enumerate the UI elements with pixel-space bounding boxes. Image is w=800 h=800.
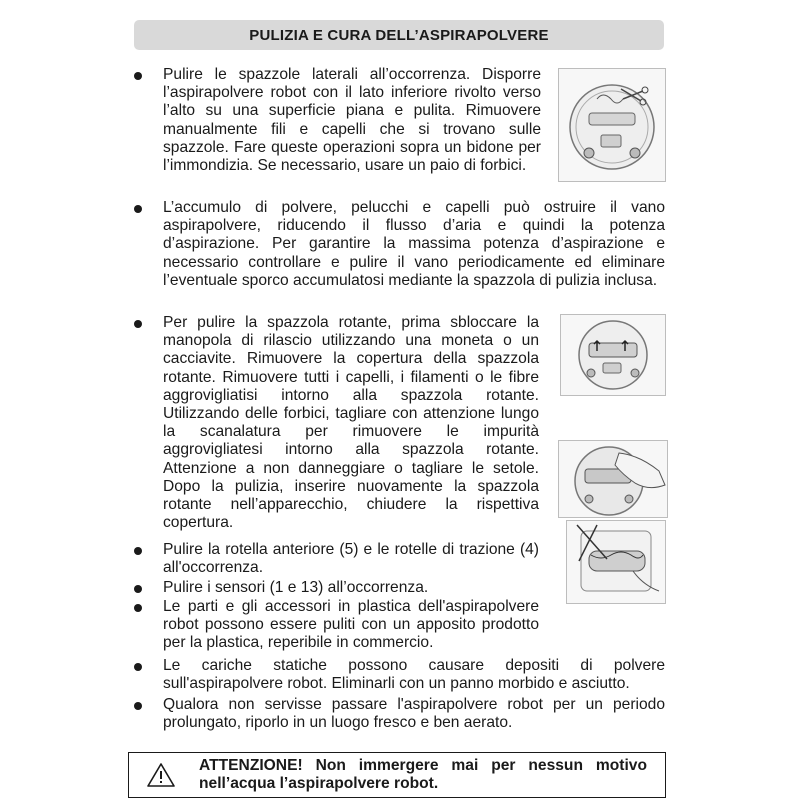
bullet [134,663,142,671]
paragraph-storage: Qualora non servisse passare l'aspirapolvere robot per un periodo prolungato, riporlo in un luogo fresco e ben aerato. [163,696,665,732]
bullet [134,702,142,710]
warning-triangle-icon [146,762,176,788]
robot-underside-brush-image [558,68,666,182]
robot-cleaning-hand-image [558,440,668,518]
warning-text: ATTENZIONE! Non immergere mai per nessun motivo nell’acqua l’aspirapolvere robot. [199,757,647,793]
bullet [134,604,142,612]
bullet [134,547,142,555]
bullet [134,320,142,328]
paragraph-side-brushes: Pulire le spazzole laterali all’occorrenza. Disporre l’aspirapolvere robot con il lato inferiore rivolto verso l’alto su una superficie piana e pulita. Rimuovere manualmente fili e capelli che si trovano sulle spazzole. Fare queste operazioni sopra un bidone per l’immondizia. Se necessario, usare un paio di forbici. [163,66,541,175]
bullet [134,585,142,593]
warning-box [128,752,666,798]
paragraph-plastic-parts: Le parti e gli accessori in plastica dell'aspirapolvere robot possono essere puliti con un apposito prodotto per la plastica, reperibile in commercio. [163,598,539,652]
bullet [134,205,142,213]
paragraph-rotating-brush: Per pulire la spazzola rotante, prima sbloccare la manopola di rilascio utilizzando una moneta o un cacciavite. Rimuovere la copertura della spazzola rotante. Rimuovere tutti i capelli, i filamenti o le fibre aggrovigliatisi intorno alla spazzola rotante. Utilizzando delle forbici, tagliare con attenzione lungo la scanalatura per rimuovere le impurità aggrovigliatesi intorno alla spazzola rotante. Attenzione a non danneggiare o tagliare le setole. Dopo la pulizia, inserire nuovamente la spazzola rotante nell’apparecchio, chiudere la rispettiva copertura. [163,314,539,532]
paragraph-wheels: Pulire la rotella anteriore (5) e le rotelle di trazione (4) all'occorrenza. [163,541,539,577]
paragraph-suction-chamber: L’accumulo di polvere, pelucchi e capelli può ostruire il vano aspirapolvere, riducendo il flusso d’aria e quindi la potenza d’aspirazione. Per garantire la massima potenza d’aspirazione e necessario controllare e pulire il vano periodicamente ed eliminare l’eventuale sporco accumulatosi mediante la spazzola di pulizia inclusa. [163,199,665,289]
paragraph-static-charges: Le cariche statiche possono causare depositi di polvere sull'aspirapolvere robot. Eliminarli con un panno morbido e asciutto. [163,657,665,693]
bullet [134,72,142,80]
section-title-text: PULIZIA E CURA DELL’ASPIRAPOLVERE [249,26,549,44]
brush-cutting-image [566,520,666,604]
robot-release-knob-image [560,314,666,396]
paragraph-sensors: Pulire i sensori (1 e 13) all’occorrenza. [163,579,429,596]
